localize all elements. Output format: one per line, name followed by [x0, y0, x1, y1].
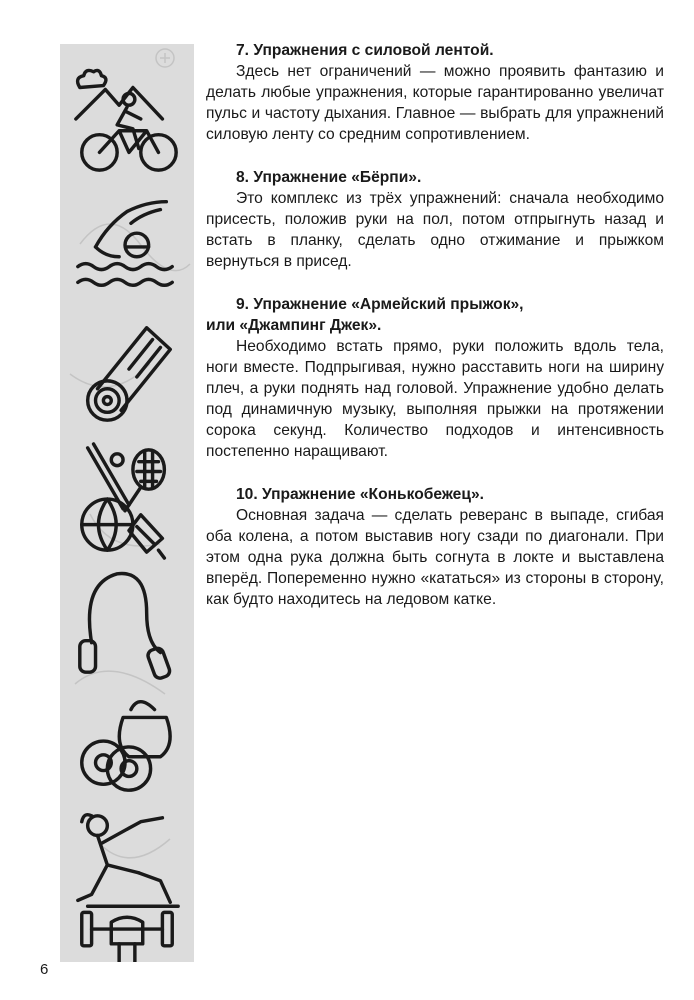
section-text: Здесь нет ограничений — можно проявить фантазию и делать любые упражнения, которые гарантированно увеличат пульс и частоту дыхания. Главное — выбрать для упражнений силовую ленту со средним сопротивлением.: [206, 63, 664, 143]
main-text: [206, 40, 664, 632]
section-jumping-jack: [206, 294, 664, 462]
sports-balls-icon: [68, 439, 186, 564]
section-power-band: [206, 40, 664, 145]
section-skater: [206, 484, 664, 610]
section-title: 8. Упражнение «Бёрпи».: [236, 169, 422, 186]
yoga-mat-icon: [68, 314, 186, 432]
section-title-line-2: или «Джампинг Джек».: [206, 317, 382, 334]
section-title: 10. Упражнение «Конькобежец».: [236, 486, 484, 503]
decorative-icon-strip: [60, 44, 194, 962]
section-text: Это комплекс из трёх упражнений: сначала необходимо присесть, положив руки на пол, потом отпрыгнуть назад и встать в планку, сделать одно отжимание и прыжком вернуться в присед.: [206, 190, 664, 270]
swimmer-icon: [68, 184, 186, 302]
weights-icon: [68, 684, 186, 802]
section-title-line-1: 9. Упражнение «Армейский прыжок»,: [236, 296, 524, 313]
dumbbell-hand-icon: [68, 904, 186, 962]
cyclist-icon: [68, 58, 186, 176]
page-number: 6: [40, 961, 49, 978]
jump-rope-icon: [68, 564, 186, 682]
section-title: [206, 294, 664, 336]
section-text: Необходимо встать прямо, руки положить вдоль тела, ноги вместе. Подпрыгивая, нужно расставить ноги на ширину плеч, а руки поднять над головой. Упражнение удобно делать под динамичную музыку, выполняя прыжки на протяжении сорока секунд. Количество подходов и интенсивность постепенно наращивают.: [206, 338, 664, 460]
section-text: Основная задача — сделать реверанс в выпаде, сгибая оба колена, а потом выставив ногу сзади по диагонали. При этом одна рука должна быть согнута в локте и выставлена вперёд. Попеременно нужно «кататься» из стороны в сторону, как будто находитесь на ледовом катке.: [206, 507, 664, 608]
section-title: 7. Упражнения с силовой лентой.: [236, 42, 494, 59]
section-burpee: [206, 167, 664, 272]
